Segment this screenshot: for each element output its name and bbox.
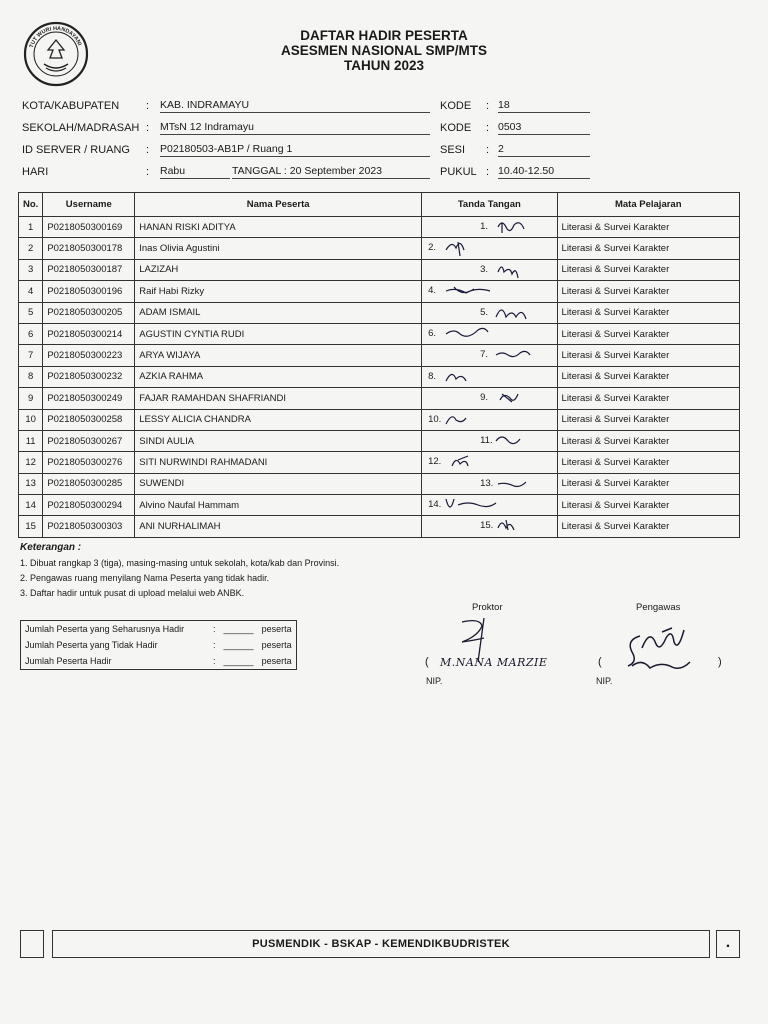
- pengawas-title: Pengawas: [636, 602, 681, 613]
- pengawas-paren-close: ): [718, 656, 722, 668]
- cell-signature: [422, 259, 557, 280]
- cell-mapel: Literasi & Survei Karakter: [557, 516, 739, 537]
- table-row: [19, 366, 740, 387]
- cell-username: P0218050300258: [43, 409, 135, 430]
- signature-number: 5.: [480, 306, 489, 318]
- signature-number: 14.: [428, 499, 442, 511]
- cell-username: P0218050300276: [43, 452, 135, 473]
- cell-signature: [422, 281, 557, 302]
- server-label: ID SERVER / RUANG: [22, 144, 130, 156]
- cell-username: P0218050300205: [43, 302, 135, 323]
- cell-nama: ARYA WIJAYA: [135, 345, 422, 366]
- sekolah-value: MTsN 12 Indramayu: [160, 121, 430, 135]
- handwritten-signature: [494, 516, 554, 536]
- cell-signature: [422, 388, 557, 409]
- sesi-value: 2: [498, 143, 590, 157]
- handwritten-signature: [444, 495, 504, 515]
- colon: :: [486, 144, 490, 156]
- keterangan-item: 1. Dibuat rangkap 3 (tiga), masing-masing untuk sekolah, kota/kab dan Provinsi.: [20, 558, 340, 568]
- cell-no: 1: [19, 217, 43, 238]
- col-header-username: Username: [43, 193, 135, 217]
- summary-unit: peserta: [261, 640, 292, 650]
- cell-signature: [422, 430, 557, 451]
- proktor-nip: NIP.: [426, 676, 443, 686]
- summary-blank: ______: [223, 656, 254, 666]
- summary-colon: :: [213, 656, 216, 666]
- table-row: [19, 238, 740, 259]
- title-line-1: DAFTAR HADIR PESERTA: [300, 28, 468, 43]
- cell-no: 15: [19, 516, 43, 537]
- signature-number: 11.: [480, 434, 493, 446]
- cell-username: P0218050300196: [43, 281, 135, 302]
- cell-no: 7: [19, 345, 43, 366]
- signature-number: 15.: [480, 520, 494, 532]
- signature-number: 8.: [428, 370, 437, 382]
- server-value: P02180503-AB1P / Ruang 1: [160, 143, 430, 157]
- cell-nama: LAZIZAH: [135, 259, 422, 280]
- handwritten-signature: [494, 217, 554, 237]
- cell-nama: HANAN RISKI ADITYA: [135, 217, 422, 238]
- table-row: [19, 495, 740, 516]
- table-row: [19, 430, 740, 451]
- colon: :: [146, 100, 150, 112]
- signature-number: 6.: [428, 327, 437, 339]
- summary-row: [21, 653, 297, 670]
- pengawas-nip: NIP.: [596, 676, 613, 686]
- cell-mapel: Literasi & Survei Karakter: [557, 366, 739, 387]
- cell-mapel: Literasi & Survei Karakter: [557, 217, 739, 238]
- summary-blank: ______: [223, 624, 254, 634]
- col-header-nama: Nama Peserta: [135, 193, 422, 217]
- footer-left-box: [20, 930, 44, 958]
- cell-signature: [422, 217, 557, 238]
- title-line-2: ASESMEN NASIONAL SMP/MTS: [280, 43, 488, 58]
- proktor-paren-open: (: [425, 656, 429, 668]
- cell-no: 10: [19, 409, 43, 430]
- sesi-label: SESI: [440, 144, 466, 156]
- table-row: [19, 409, 740, 430]
- cell-signature: [422, 345, 557, 366]
- cell-no: 6: [19, 323, 43, 344]
- cell-no: 12: [19, 452, 43, 473]
- cell-mapel: Literasi & Survei Karakter: [557, 473, 739, 494]
- handwritten-signature: [494, 431, 554, 451]
- handwritten-signature: [494, 260, 554, 280]
- table-row: [19, 281, 740, 302]
- cell-no: 13: [19, 473, 43, 494]
- footer-right-box: .: [716, 930, 740, 958]
- pengawas-paren-open: (: [598, 656, 602, 668]
- keterangan-item: 3. Daftar hadir untuk pusat di upload melalui web ANBK.: [20, 588, 245, 598]
- cell-signature: [422, 323, 557, 344]
- handwritten-signature: [444, 452, 504, 472]
- cell-username: P0218050300214: [43, 323, 135, 344]
- cell-no: 2: [19, 238, 43, 259]
- summary-colon: :: [213, 640, 216, 650]
- summary-row: [21, 621, 297, 638]
- kota-label: KOTA/KABUPATEN: [22, 100, 120, 112]
- cell-username: P0218050300232: [43, 366, 135, 387]
- col-header-mapel: Mata Pelajaran: [557, 193, 739, 217]
- handwritten-signature: [444, 367, 504, 387]
- summary-box: [20, 620, 297, 670]
- cell-no: 14: [19, 495, 43, 516]
- cell-no: 5: [19, 302, 43, 323]
- tanggal-value: TANGGAL : 20 September 2023: [232, 165, 430, 179]
- kode2-value: 0503: [498, 121, 590, 135]
- cell-nama: LESSY ALICIA CHANDRA: [135, 409, 422, 430]
- handwritten-signature: [494, 388, 554, 408]
- table-row: [19, 516, 740, 537]
- colon: :: [486, 100, 490, 112]
- title-line-3: TAHUN 2023: [343, 58, 425, 73]
- colon: :: [146, 122, 150, 134]
- cell-mapel: Literasi & Survei Karakter: [557, 238, 739, 259]
- cell-no: 11: [19, 430, 43, 451]
- colon: :: [486, 122, 490, 134]
- cell-nama: ADAM ISMAIL: [135, 302, 422, 323]
- col-header-ttd: Tanda Tangan: [422, 193, 557, 217]
- summary-unit: peserta: [261, 656, 292, 666]
- cell-nama: Alvino Naufal Hammam: [135, 495, 422, 516]
- summary-row: [21, 637, 297, 653]
- cell-username: P0218050300294: [43, 495, 135, 516]
- handwritten-signature: [494, 474, 554, 494]
- cell-mapel: Literasi & Survei Karakter: [557, 281, 739, 302]
- cell-signature: [422, 409, 557, 430]
- cell-nama: Raif Habi Rizky: [135, 281, 422, 302]
- cell-mapel: Literasi & Survei Karakter: [557, 259, 739, 280]
- cell-username: P0218050300223: [43, 345, 135, 366]
- handwritten-signature: [494, 345, 554, 365]
- handwritten-signature: [444, 410, 504, 430]
- signature-number: 10.: [428, 413, 442, 425]
- signature-number: 13.: [480, 477, 494, 489]
- attendance-table: [18, 192, 740, 538]
- table-row: [19, 323, 740, 344]
- sekolah-label: SEKOLAH/MADRASAH: [22, 122, 140, 134]
- keterangan-item: 2. Pengawas ruang menyilang Nama Peserta yang tidak hadir.: [20, 573, 270, 583]
- table-row: [19, 217, 740, 238]
- cell-nama: AZKIA RAHMA: [135, 366, 422, 387]
- cell-mapel: Literasi & Survei Karakter: [557, 409, 739, 430]
- cell-signature: [422, 452, 557, 473]
- handwritten-signature: [444, 238, 504, 258]
- summary-unit: peserta: [261, 624, 292, 634]
- cell-signature: [422, 238, 557, 259]
- table-row: [19, 259, 740, 280]
- cell-username: P0218050300285: [43, 473, 135, 494]
- table-row: [19, 452, 740, 473]
- table-row: [19, 345, 740, 366]
- cell-signature: [422, 302, 557, 323]
- summary-label: Jumlah Peserta yang Tidak Hadir: [25, 640, 158, 650]
- handwritten-signature: [444, 324, 504, 344]
- colon: :: [146, 166, 150, 178]
- cell-no: 4: [19, 281, 43, 302]
- pengawas-signature: [612, 618, 722, 688]
- signature-number: 1.: [480, 221, 489, 232]
- cell-mapel: Literasi & Survei Karakter: [557, 495, 739, 516]
- kota-value: KAB. INDRAMAYU: [160, 99, 430, 113]
- signature-number: 4.: [428, 285, 437, 297]
- kode2-label: KODE: [440, 122, 472, 134]
- handwritten-signature: [444, 281, 504, 301]
- summary-colon: :: [213, 624, 216, 634]
- cell-signature: [422, 473, 557, 494]
- col-header-no: No.: [19, 193, 43, 217]
- cell-mapel: Literasi & Survei Karakter: [557, 345, 739, 366]
- cell-nama: Inas Olivia Agustini: [135, 238, 422, 259]
- signature-number: 7.: [480, 349, 489, 361]
- cell-username: P0218050300178: [43, 238, 135, 259]
- pukul-label: PUKUL: [440, 166, 477, 178]
- signature-number: 9.: [480, 392, 489, 404]
- cell-mapel: Literasi & Survei Karakter: [557, 302, 739, 323]
- colon: :: [146, 144, 150, 156]
- cell-nama: FAJAR RAMAHDAN SHAFRIANDI: [135, 388, 422, 409]
- table-row: [19, 473, 740, 494]
- cell-username: P0218050300187: [43, 259, 135, 280]
- keterangan-title: Keterangan :: [20, 542, 82, 553]
- table-header-row: [19, 193, 740, 217]
- proktor-title: Proktor: [472, 602, 503, 613]
- cell-signature: [422, 366, 557, 387]
- proktor-name: M.NANA MARZIE: [440, 656, 548, 669]
- signature-number: 3.: [480, 263, 489, 275]
- hari-label: HARI: [22, 166, 49, 178]
- cell-mapel: Literasi & Survei Karakter: [557, 323, 739, 344]
- cell-no: 8: [19, 366, 43, 387]
- cell-mapel: Literasi & Survei Karakter: [557, 452, 739, 473]
- signature-number: 12.: [428, 456, 442, 468]
- table-row: [19, 388, 740, 409]
- cell-nama: AGUSTIN CYNTIA RUDI: [135, 323, 422, 344]
- cell-nama: ANI NURHALIMAH: [135, 516, 422, 537]
- cell-username: P0218050300267: [43, 430, 135, 451]
- cell-no: 9: [19, 388, 43, 409]
- cell-no: 3: [19, 259, 43, 280]
- cell-nama: SITI NURWINDI RAHMADANI: [135, 452, 422, 473]
- cell-mapel: Literasi & Survei Karakter: [557, 388, 739, 409]
- cell-nama: SINDI AULIA: [135, 430, 422, 451]
- footer-banner: PUSMENDIK - BSKAP - KEMENDIKBUDRISTEK: [52, 930, 710, 958]
- kode1-label: KODE: [440, 100, 472, 112]
- cell-username: P0218050300169: [43, 217, 135, 238]
- kode1-value: 18: [498, 99, 590, 113]
- summary-label: Jumlah Peserta Hadir: [25, 656, 112, 666]
- colon: :: [486, 166, 490, 178]
- cell-signature: [422, 495, 557, 516]
- summary-label: Jumlah Peserta yang Seharusnya Hadir: [25, 624, 185, 634]
- logo-ring-text: TUT WURI HANDAYANI: [28, 25, 83, 49]
- hari-value: Rabu: [160, 165, 230, 179]
- cell-signature: [422, 516, 557, 537]
- handwritten-signature: [494, 303, 554, 323]
- cell-username: P0218050300249: [43, 388, 135, 409]
- cell-mapel: Literasi & Survei Karakter: [557, 430, 739, 451]
- cell-nama: SUWENDI: [135, 473, 422, 494]
- cell-username: P0218050300303: [43, 516, 135, 537]
- pukul-value: 10.40-12.50: [498, 165, 590, 179]
- signature-number: 2.: [428, 242, 437, 254]
- summary-blank: ______: [223, 640, 254, 650]
- table-row: [19, 302, 740, 323]
